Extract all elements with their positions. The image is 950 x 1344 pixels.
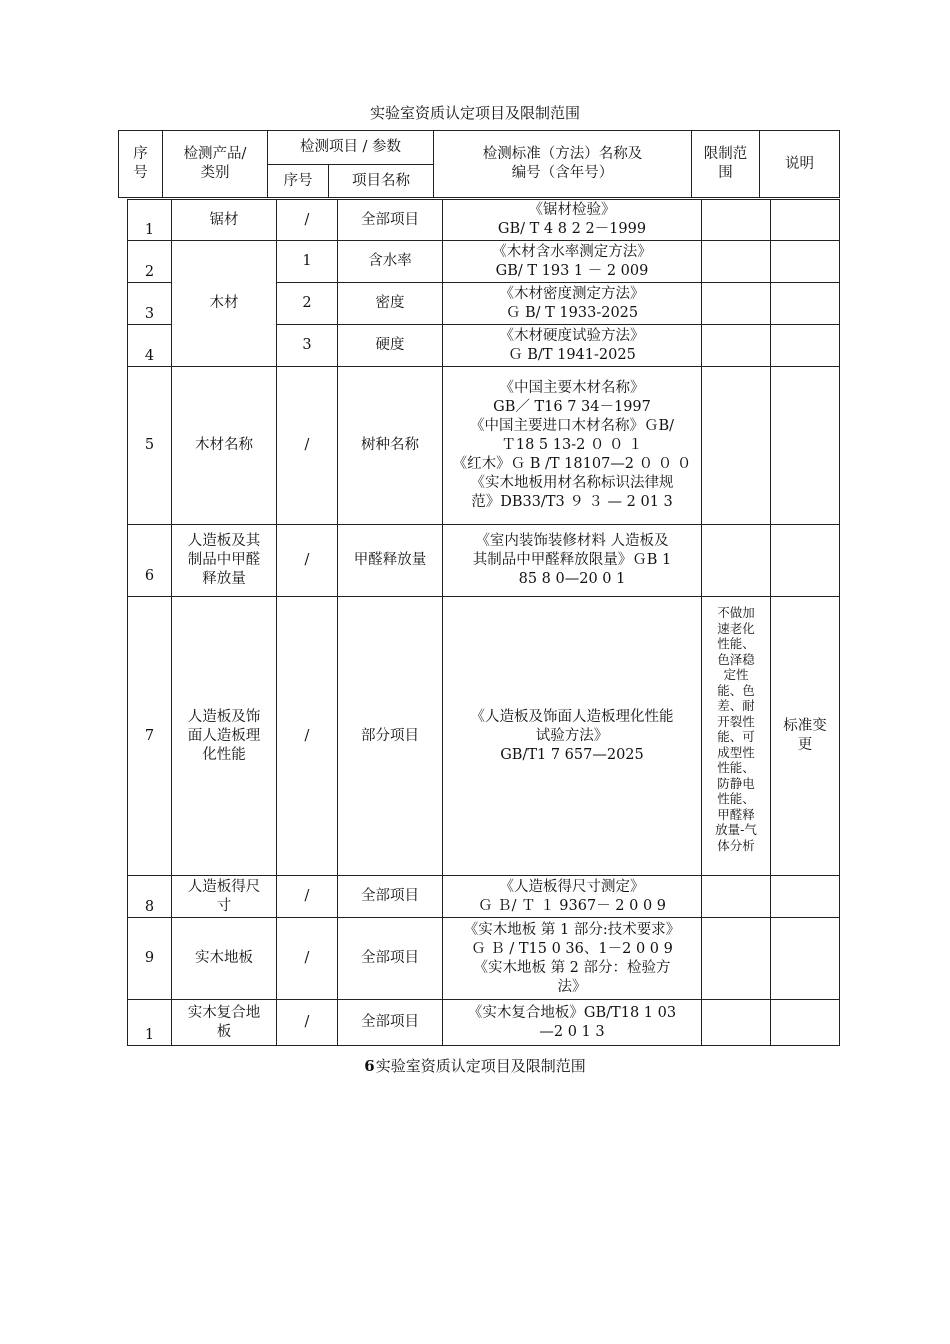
row-item-seq: / — [277, 200, 338, 241]
header-standard: 检测标准（方法）名称及 编号（含年号） — [434, 131, 692, 198]
row-seq: 6 — [128, 525, 172, 597]
table-row — [128, 597, 840, 876]
row-note — [771, 325, 840, 367]
header-item-group: 检测项目 / 参数 — [268, 131, 434, 165]
row-seq: 8 — [128, 876, 172, 918]
table-row — [128, 876, 840, 918]
row-item-seq: / — [277, 597, 338, 876]
header-item-seq: 序号 — [268, 165, 329, 198]
row-item-name: 含水率 — [338, 241, 443, 283]
row-note: 标准变 更 — [771, 597, 840, 876]
row-limit: 不做加 速老化 性能、 色泽稳 定性 能、色 差、耐 开裂性 能、可 成型性 性能、 防静电 性能、 甲醛释 放量-气 体分析 — [702, 597, 771, 876]
row-limit — [702, 241, 771, 283]
row-standard: 《木材含水率测定方法》 GB/ T 193 1 － 2 009 — [443, 241, 702, 283]
row-standard: 《木材硬度试验方法》 Ｇ B/T 1941-2025 — [443, 325, 702, 367]
row-item-name: 全部项目 — [338, 1000, 443, 1046]
row-item-seq: / — [277, 918, 338, 1000]
row-note — [771, 283, 840, 325]
row-product: 人造板得尺 寸 — [172, 876, 277, 918]
row-seq: 5 — [128, 367, 172, 525]
row-seq: 1 — [128, 1000, 172, 1046]
row-item-name: 密度 — [338, 283, 443, 325]
row-standard: 《人造板得尺寸测定》 Ｇ Ｂ/ Ｔ １ 9367－ 2 0 0 9 — [443, 876, 702, 918]
row-seq: 1 — [128, 200, 172, 241]
row-limit — [702, 283, 771, 325]
table-row — [128, 367, 840, 525]
row-item-name: 全部项目 — [338, 200, 443, 241]
row-standard: 《锯材检验》 GB/ T 4 8 2 2－1999 — [443, 200, 702, 241]
row-item-name: 部分项目 — [338, 597, 443, 876]
row-note — [771, 918, 840, 1000]
row-seq: 3 — [128, 283, 172, 325]
header-note: 说明 — [760, 131, 840, 198]
page-title: 实验室资质认定项目及限制范围 — [369, 104, 580, 122]
row-note — [771, 241, 840, 283]
row-item-seq: / — [277, 1000, 338, 1046]
row-item-name: 全部项目 — [338, 876, 443, 918]
row-standard: 《木材密度测定方法》 Ｇ B/ T 1933-2025 — [443, 283, 702, 325]
row-item-name: 树种名称 — [338, 367, 443, 525]
row-product: 人造板及饰 面人造板理 化性能 — [172, 597, 277, 876]
row-note — [771, 525, 840, 597]
row-note — [771, 200, 840, 241]
row-standard: 《人造板及饰面人造板理化性能 试验方法》 GB/T1 7 657—2025 — [443, 597, 702, 876]
row-limit — [702, 876, 771, 918]
row-product: 人造板及其 制品中甲醛 释放量 — [172, 525, 277, 597]
header-limit: 限制范 围 — [692, 131, 760, 198]
header-item-name: 项目名称 — [329, 165, 434, 198]
table-row — [128, 200, 840, 241]
row-limit — [702, 200, 771, 241]
header-product: 检测产品/ 类别 — [163, 131, 268, 198]
header-seq: 序 号 — [119, 131, 163, 198]
row-seq: 4 — [128, 325, 172, 367]
table-body — [127, 199, 840, 1046]
row-standard: 《室内装饰装修材料 人造板及 其制品中甲醛释放限量》ＧB 1 85 8 0—20 0 1 — [443, 525, 702, 597]
row-product: 木材 — [172, 241, 277, 367]
row-product: 实木地板 — [172, 918, 277, 1000]
row-limit — [702, 367, 771, 525]
row-seq: 7 — [128, 597, 172, 876]
row-note — [771, 367, 840, 525]
table-header — [118, 130, 840, 198]
row-note — [771, 1000, 840, 1046]
row-item-seq: 3 — [277, 325, 338, 367]
row-product: 锯材 — [172, 200, 277, 241]
row-standard: 《实木地板 第 1 部分:技术要求》 Ｇ Ｂ / T15 0 36、1－2 0 0 9 《实木地板 第 2 部分：检验方 法》 — [443, 918, 702, 1000]
row-item-seq: / — [277, 367, 338, 525]
row-standard: 《实木复合地板》GB/T18 1 03 —2 0 1 3 — [443, 1000, 702, 1046]
row-note — [771, 876, 840, 918]
row-limit — [702, 325, 771, 367]
row-item-name: 全部项目 — [338, 918, 443, 1000]
table-row — [128, 918, 840, 1000]
row-item-seq: / — [277, 525, 338, 597]
page-footer-title: 6实验室资质认定项目及限制范围 — [364, 1057, 586, 1075]
row-item-seq: 1 — [277, 241, 338, 283]
row-product: 木材名称 — [172, 367, 277, 525]
row-item-name: 甲醛释放量 — [338, 525, 443, 597]
row-product: 实木复合地 板 — [172, 1000, 277, 1046]
row-limit — [702, 1000, 771, 1046]
row-standard: 《中国主要木材名称》 GB／ T16 7 34－1997 《中国主要进口木材名称》ＧB/ Ｔ18 5 13-2 ０ ０ １ 《红木》Ｇ B /T 18107—2 ０ ０ ０ 《实木地板用材名称标识法律规 范》DB33/T3 ９ ３ — 2 01 3 — [443, 367, 702, 525]
row-seq: 2 — [128, 241, 172, 283]
table-row — [128, 525, 840, 597]
row-limit — [702, 918, 771, 1000]
row-item-name: 硬度 — [338, 325, 443, 367]
page-number-mark: 6 — [364, 1057, 375, 1075]
table-row — [128, 1000, 840, 1046]
row-item-seq: / — [277, 876, 338, 918]
row-limit — [702, 525, 771, 597]
row-item-seq: 2 — [277, 283, 338, 325]
table-row — [128, 241, 840, 283]
row-seq: 9 — [128, 918, 172, 1000]
